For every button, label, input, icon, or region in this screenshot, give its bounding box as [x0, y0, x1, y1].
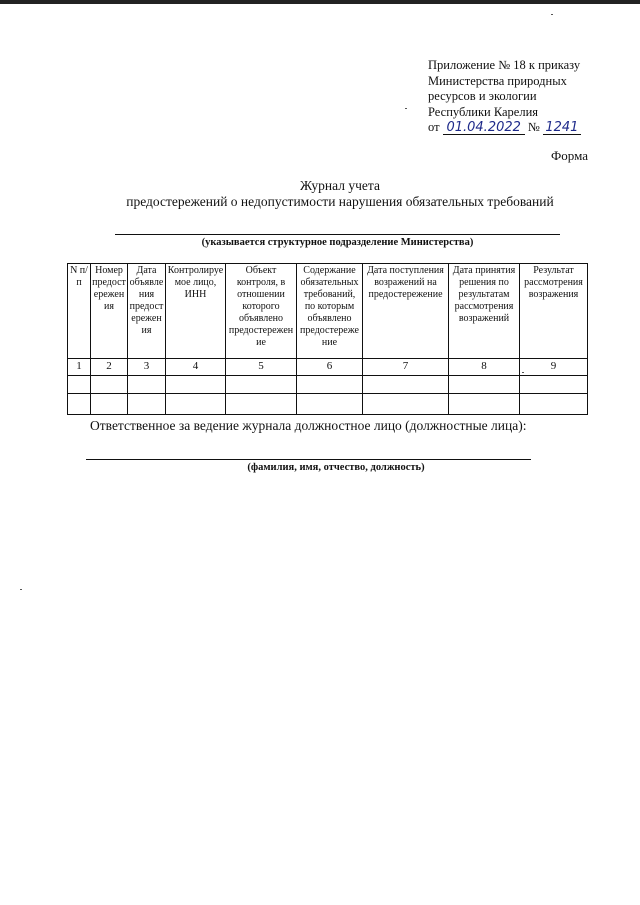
column-number: 9	[520, 359, 588, 376]
column-number: 3	[128, 359, 166, 376]
table-row	[68, 376, 588, 394]
responsible-caption: (фамилия, имя, отчество, должность)	[247, 462, 425, 473]
date-prefix: от	[428, 120, 440, 134]
journal-title: Журнал учета	[300, 178, 380, 193]
table-cell	[91, 376, 128, 394]
header-row	[68, 264, 588, 359]
appendix-line-2: Министерства природных	[428, 73, 567, 88]
scan-edge	[0, 0, 640, 4]
header-cell: Дата объявления предостережения	[128, 264, 166, 359]
column-number-row	[68, 359, 588, 376]
subdivision-caption: (указывается структурное подразделение Министерства)	[201, 237, 474, 248]
table-cell	[520, 394, 588, 415]
appendix-block	[428, 58, 618, 136]
table-cell	[128, 376, 166, 394]
header-cell: Контролируемое лицо, ИНН	[166, 264, 226, 359]
table-cell	[363, 376, 449, 394]
column-number: 8	[449, 359, 520, 376]
responsible-line	[86, 459, 531, 460]
journal-table	[67, 263, 588, 415]
header-cell: Номер предостережения	[91, 264, 128, 359]
column-number: 2	[91, 359, 128, 376]
appendix-line-4: Республики Карелия	[428, 104, 539, 119]
table-cell	[226, 376, 297, 394]
column-number: 4	[166, 359, 226, 376]
scan-speck	[20, 589, 22, 590]
table-cell	[166, 394, 226, 415]
order-number: 1241	[543, 121, 581, 135]
header-cell: Результат рассмотрения возражения	[520, 264, 588, 359]
table-cell	[68, 394, 91, 415]
header-cell: N п/п	[68, 264, 91, 359]
column-number: 7	[363, 359, 449, 376]
column-number: 1	[68, 359, 91, 376]
table-cell	[226, 394, 297, 415]
appendix-line-3: ресурсов и экологии	[428, 89, 537, 103]
column-number: 6	[297, 359, 363, 376]
table-cell	[363, 394, 449, 415]
table-cell	[449, 376, 520, 394]
header-cell: Объект контроля, в отношении которого объявлено предостережение	[226, 264, 297, 359]
form-label: Форма	[551, 148, 588, 163]
number-prefix: №	[527, 120, 540, 134]
scan-speck	[522, 372, 524, 373]
table-cell	[449, 394, 520, 415]
responsible-text: Ответственное за ведение журнала должностное лицо (должностные лица):	[90, 418, 527, 433]
order-date: 01.04.2022	[443, 121, 525, 135]
journal-subtitle: предостережений о недопустимости нарушения обязательных требований	[126, 194, 554, 209]
table-cell	[128, 394, 166, 415]
header-cell: Дата поступления возражений на предостережение	[363, 264, 449, 359]
table-cell	[68, 376, 91, 394]
header-cell: Дата принятия решения по результатам рассмотрения возражений	[449, 264, 520, 359]
table-cell	[297, 376, 363, 394]
table-cell	[520, 376, 588, 394]
column-number: 5	[226, 359, 297, 376]
subdivision-line	[115, 234, 560, 235]
appendix-line-1: Приложение № 18 к приказу	[428, 58, 581, 72]
scan-speck	[405, 108, 407, 109]
order-date-line	[428, 120, 618, 136]
table-cell	[166, 376, 226, 394]
scan-speck	[551, 14, 553, 15]
table-cell	[91, 394, 128, 415]
table-cell	[297, 394, 363, 415]
header-cell: Содержание обязательных требований, по которым объявлено предостережение	[297, 264, 363, 359]
table-row	[68, 394, 588, 415]
